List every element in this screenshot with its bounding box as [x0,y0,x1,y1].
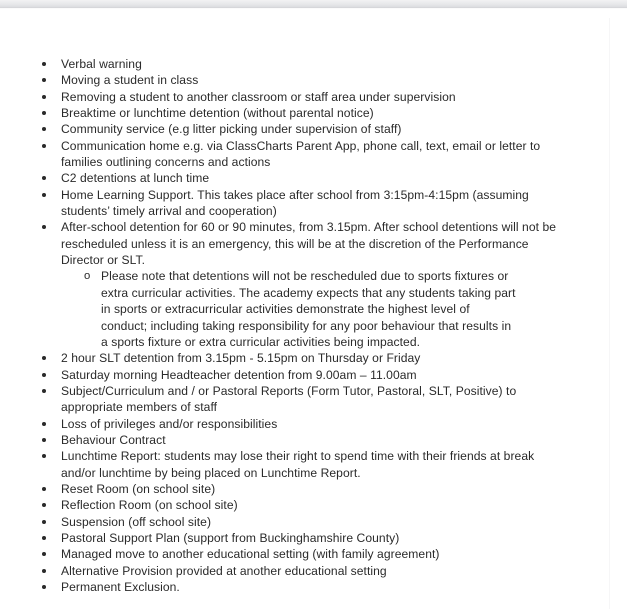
list-item-text: Communication home e.g. via ClassCharts Parent App, phone call, text, email or letter to families outlining concerns and actions [61,138,541,170]
bullet-icon [42,225,46,229]
list-item [0,367,627,383]
bullet-icon [42,356,46,360]
list-item-text: Verbal warning [61,57,142,71]
document-body [0,56,627,595]
list-item [0,350,627,366]
list-item-text: Behaviour Contract [61,432,166,447]
bullet-icon [42,127,46,131]
list-item-text: Community service (e.g litter picking under supervision of staff) [61,122,402,137]
list-item [0,416,627,432]
bullet-icon [42,585,46,589]
list-item [0,105,627,121]
bullet-icon [42,176,46,180]
list-item-text: After-school detention for 60 or 90 minutes, from 3.15pm. After school detentions will not be rescheduled unless it is an emergency, this will be at the discretion of the Performance Director or SLT. [61,220,557,268]
bullet-icon [42,95,46,99]
bullet-icon [42,552,46,556]
list-item [0,219,627,350]
bullet-icon [42,454,46,458]
list-item [0,481,627,497]
list-item-text: 2 hour SLT detention from 3.15pm - 5.15pm on Thursday or Friday [61,351,421,366]
bullet-icon [42,389,46,393]
list-item-text: Removing a student to another classroom or staff area under supervision [61,89,456,104]
bullet-icon [42,438,46,442]
list-item [0,579,627,595]
list-item-text: Alternative Provision provided at another educational setting [61,563,387,578]
list-item-text: Pastoral Support Plan (support from Buckinghamshire County) [61,530,400,545]
list-item [0,170,627,186]
bullet-icon [42,520,46,524]
list-item-text: C2 detentions at lunch time [61,171,210,186]
list-item-text: Reflection Room (on school site) [61,498,238,513]
sanctions-list [0,56,627,595]
list-item-text: Loss of privileges and/or responsibilities [61,416,278,431]
list-item [0,514,627,530]
bullet-icon [42,487,46,491]
bullet-icon [42,503,46,507]
bullet-icon [42,144,46,148]
list-item-text: Permanent Exclusion. [61,580,180,594]
bullet-icon [42,569,46,573]
document-viewer-top-band [0,0,627,8]
list-item-text: Saturday morning Headteacher detention from 9.00am – 11.00am [61,367,417,382]
bullet-icon [42,422,46,426]
bullet-icon [42,111,46,115]
bullet-icon [42,373,46,377]
list-item-text: Reset Room (on school site) [61,481,216,496]
list-item-text: Lunchtime Report: students may lose their right to spend time with their friends at break and/or lunchtime by being placed on Lunchtime Report. [61,449,535,480]
list-item-text: Moving a student in class [61,73,199,88]
list-item [0,121,627,137]
bullet-icon [42,536,46,540]
sublist-item [0,268,569,350]
list-item [0,383,627,416]
list-item [0,448,627,481]
list-item [0,89,627,105]
list-item-text: Suspension (off school site) [61,514,212,529]
list-item-text: Subject/Curriculum and / or Pastoral Reports (Form Tutor, Pastoral, SLT, Positive) to appropriate members of staff [61,383,517,415]
list-item [0,432,627,448]
list-item [0,563,627,579]
list-item-text: Home Learning Support. This takes place after school from 3:15pm-4:15pm (assuming students’ timely arrival and cooperation) [61,187,529,219]
list-item [0,497,627,513]
sanctions-sublist [61,268,569,350]
sublist-item-text: Please note that detentions will not be rescheduled due to sports fixtures or extra curricular activities. The academy expects that any students taking part in sports or extracurricular activities demonstrate the highest level of conduct; including taking responsibility for any poor behaviour that results in a sports fixture or extra curricular activities being impacted. [101,269,516,349]
list-item [0,187,627,220]
bullet-icon [42,193,46,197]
list-item-text: Breaktime or lunchtime detention (without parental notice) [61,106,374,121]
list-item [0,72,627,88]
bullet-icon [42,78,46,82]
list-item [0,546,627,562]
list-item [0,138,627,171]
list-item [0,56,627,72]
list-item-text: Managed move to another educational setting (with family agreement) [61,547,440,562]
sub-bullet-icon: o [84,270,91,283]
list-item [0,530,627,546]
bullet-icon [42,62,46,66]
document-page [0,9,627,600]
